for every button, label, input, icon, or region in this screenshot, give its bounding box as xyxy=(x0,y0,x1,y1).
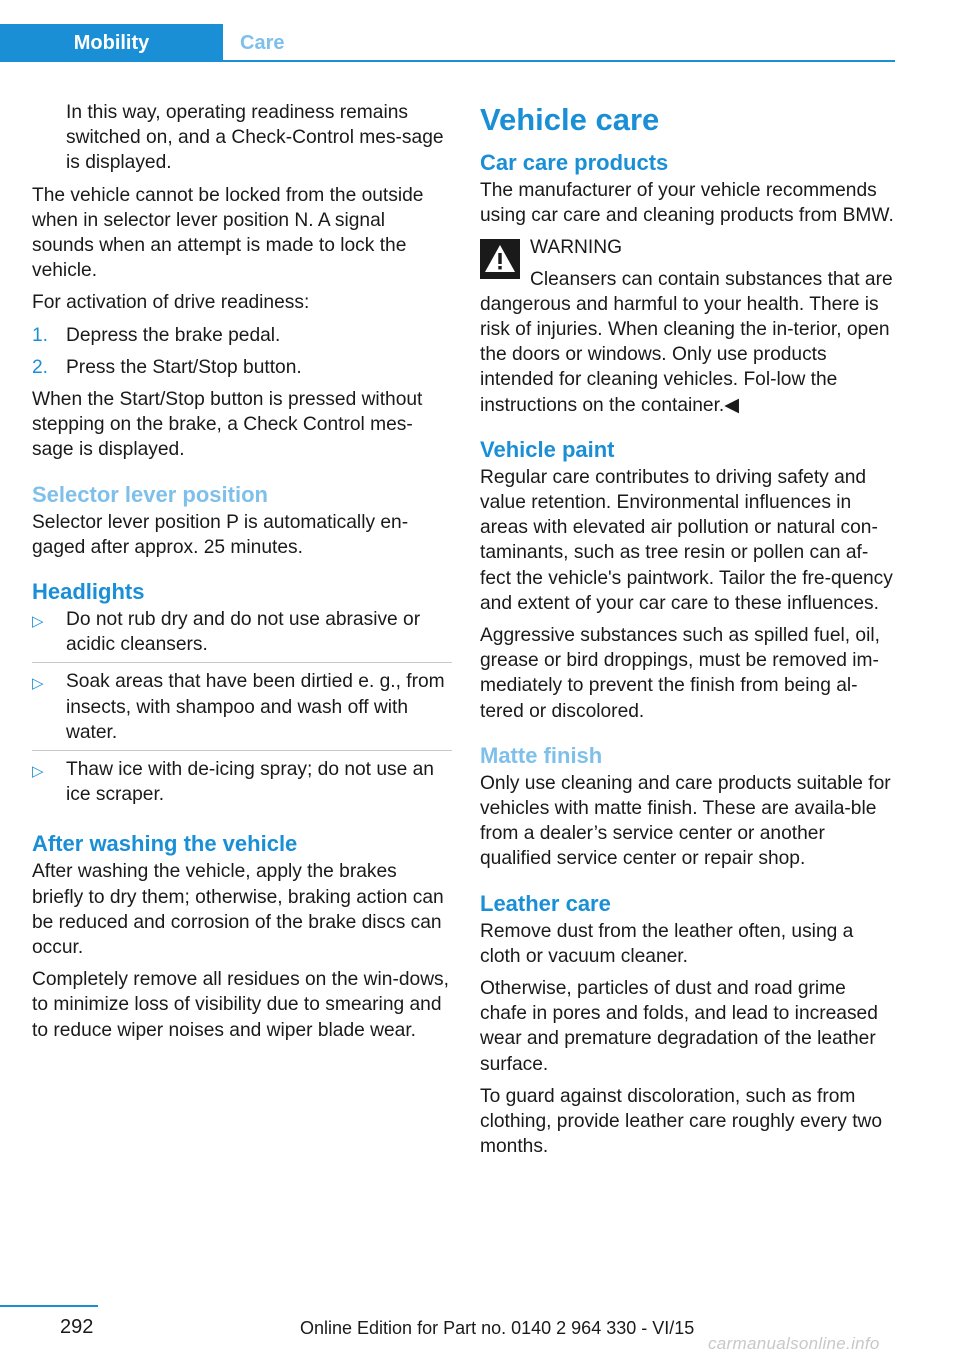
list-item xyxy=(32,355,452,380)
paragraph-paint: Regular care contributes to driving safety and value retention. Environmental influences in areas with elevated air pollution or natural con‐taminants, such as tree resin or pollen can af‐fect the vehicle's paintwork. Tailor the fre‐quency and extent of your car care to these influences. xyxy=(480,466,893,614)
heading-car-care-products: Car care products xyxy=(480,150,669,175)
page-number: 292 xyxy=(60,1316,94,1338)
warning-triangle-icon xyxy=(480,239,520,279)
step-number: 1. xyxy=(32,324,49,346)
paragraph-brakes: After washing the vehicle, apply the brakes briefly to dry them; otherwise, braking action can be reduced and corrosion of the brake discs can occur. xyxy=(32,861,444,959)
footer-rule xyxy=(0,1305,98,1307)
list-item xyxy=(32,323,452,348)
heading-vehicle-care: Vehicle care xyxy=(480,102,660,137)
paragraph-matte: Only use cleaning and care products suitable for vehicles with matte finish. These are availa‐ble from a dealer’s service center or another qualified service center or repair shop. xyxy=(480,772,891,870)
heading-matte-finish: Matte finish xyxy=(480,742,603,768)
triangle-bullet-icon: ▷ xyxy=(32,613,44,631)
paragraph-readiness: In this way, operating readiness remains switched on, and a Check-Control mes‐sage is displayed. xyxy=(66,102,444,174)
headlights-list xyxy=(32,607,452,812)
paragraph-activation: For activation of drive readiness: xyxy=(32,292,310,314)
warning-text: Cleansers can contain substances that are dangerous and harmful to your health. There is risk of injuries. When cleaning the in‐terior, open the doors or windows. Only use products intended for cleaning vehicles. Fol‐low the instructions on the container.◀ xyxy=(480,268,893,416)
paragraph-start-stop: When the Start/Stop button is pressed without stepping on the brake, a Check Control mes‐sage is displayed. xyxy=(32,389,423,461)
heading-leather-care: Leather care xyxy=(480,890,611,916)
edition-line: Online Edition for Part no. 0140 2 964 330 - VI/15 xyxy=(300,1318,695,1338)
bullet-text: Thaw ice with de-icing spray; do not use an ice scraper. xyxy=(66,759,434,806)
heading-vehicle-paint: Vehicle paint xyxy=(480,436,615,462)
list-item xyxy=(32,669,452,751)
list-item xyxy=(32,607,452,663)
paragraph-products: The manufacturer of your vehicle recommends using car care and cleaning products from BMW. xyxy=(480,180,894,227)
paragraph-selector: Selector lever position P is automatically en‐gaged after approx. 25 minutes. xyxy=(32,511,409,558)
paragraph-residues: Completely remove all residues on the win‐dows, to minimize loss of visibility due to smearing and to reduce wiper noises and wiper blade wear. xyxy=(32,969,449,1041)
paragraph-leather-discolor: To guard against discoloration, such as from clothing, provide leather care roughly every two months. xyxy=(480,1085,883,1158)
heading-after-washing: After washing the vehicle xyxy=(32,831,298,857)
paragraph-lock-info: The vehicle cannot be locked from the outside when in selector lever position N. A signal sounds when an attempt is made to lock the vehicle. xyxy=(32,184,424,282)
page-header xyxy=(0,0,895,62)
warning-title: WARNING xyxy=(530,237,623,259)
header-tab-mobility: Mobility xyxy=(0,24,223,62)
step-text: Depress the brake pedal. xyxy=(66,324,281,346)
left-column xyxy=(32,100,452,1050)
watermark: carmanualsonline.info xyxy=(708,1334,880,1353)
bullet-text: Do not rub dry and do not use abrasive or acidic cleansers. xyxy=(66,609,421,656)
warning-block xyxy=(480,235,898,417)
triangle-bullet-icon: ▷ xyxy=(32,675,44,693)
heading-selector-lever: Selector lever position xyxy=(32,481,268,507)
header-tab-care: Care xyxy=(240,32,285,54)
right-column xyxy=(480,100,898,1167)
list-item xyxy=(32,757,452,812)
paragraph-aggressive: Aggressive substances such as spilled fuel, oil, grease or bird droppings, must be removed im‐mediately to prevent the finish from being al‐tered or discolored. xyxy=(480,625,880,722)
paragraph-leather-grime: Otherwise, particles of dust and road grime chafe in pores and folds, and lead to increased wear and premature degradation of the leather surface. xyxy=(480,978,878,1075)
step-number: 2. xyxy=(32,356,49,378)
bullet-text: Soak areas that have been dirtied e. g., from insects, with shampoo and wash off with water. xyxy=(66,671,445,743)
paragraph-leather-dust: Remove dust from the leather often, using a cloth or vacuum cleaner. xyxy=(480,920,854,967)
step-text: Press the Start/Stop button. xyxy=(66,356,302,378)
steps-list xyxy=(32,323,452,380)
heading-headlights: Headlights xyxy=(32,579,145,605)
triangle-bullet-icon: ▷ xyxy=(32,763,44,781)
